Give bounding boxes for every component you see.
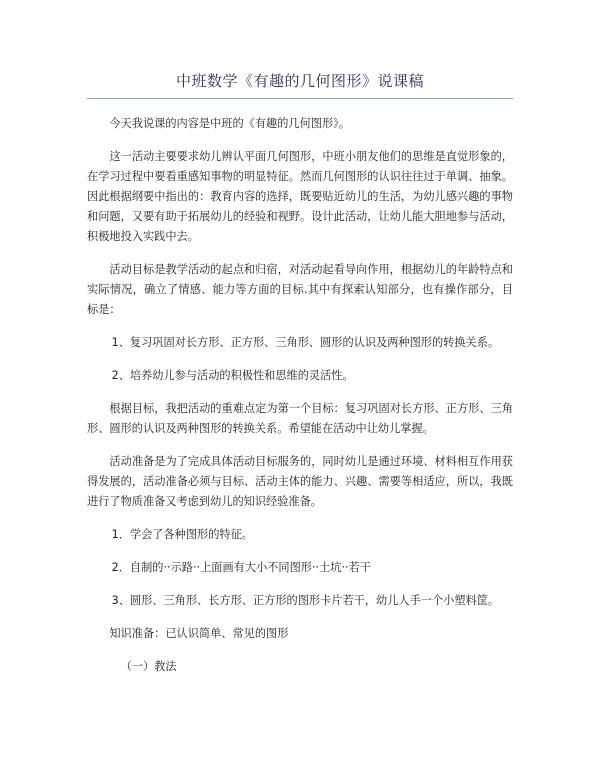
prep-item-1: 1．学会了各种图形的特征。: [111, 528, 253, 541]
goal-item-2: 2、培养幼儿参与活动的积极性和思维的灵活性。: [111, 369, 354, 382]
paragraph-goals: 活动目标是教学活动的起点和归宿，对活动起看导向作用，根据幼儿的年龄特点和实际情况，确立了情感、能力等方面的目标.其中有探索认知部分，也有操作部分，目标是：: [87, 263, 513, 316]
title-divider: [87, 98, 513, 99]
prep-item-2: 2．自制的··示路··上面画有大小不同图形··土坑··若干: [111, 561, 371, 574]
section-heading-teaching-method: （一）教法: [120, 660, 177, 673]
paragraph-intro: 今天我说课的内容是中班的《有趣的几何图形》。: [109, 117, 350, 130]
knowledge-preparation: 知识准备：已认识简单、常见的图形: [109, 627, 289, 640]
prep-item-3: 3、圆形、三角形、长方形、正方形的图形卡片若干，幼儿人手一个小塑料筐。: [111, 594, 500, 607]
paragraph-rationale: 这一活动主要要求幼儿辨认平面几何图形，中班小朋友他们的思维是直觉形象的，在学习过程中要看重感知事物的明显特征。然而几何图形的认识往往过于单调、抽象。因此根据纲要中指出的：教育内容的选择，既要贴近幼儿的生活，为幼儿感兴趣的事物和问题，又要有助于拓展幼儿的经验和视野。设计此活动，让幼儿能大胆地参与活动，积极地投入实践中去。: [87, 150, 513, 243]
paragraph-preparation: 活动准备是为了完成具体活动目标服务的，同时幼儿是通过环境、材料相互作用获得发展的，活动准备必须与目标、活动主体的能力、兴趣、需要等相适应，所以，我既进行了物质准备又考虑到幼儿的知识经验准备。: [87, 455, 513, 508]
document-body: [87, 114, 513, 677]
paragraph-key-points: 根据目标，我把活动的重难点定为第一个目标：复习巩固对长方形、正方形、三角形、圆形的认识及两种图形的转换关系。希望能在活动中让幼儿掌握。: [87, 402, 513, 435]
document-title: 中班数学《有趣的几何图形》说课稿: [175, 72, 424, 90]
goal-item-1: 1、复习巩固对长方形、正方形、三角形、圆形的认识及两种图形的转换关系。: [111, 336, 500, 349]
